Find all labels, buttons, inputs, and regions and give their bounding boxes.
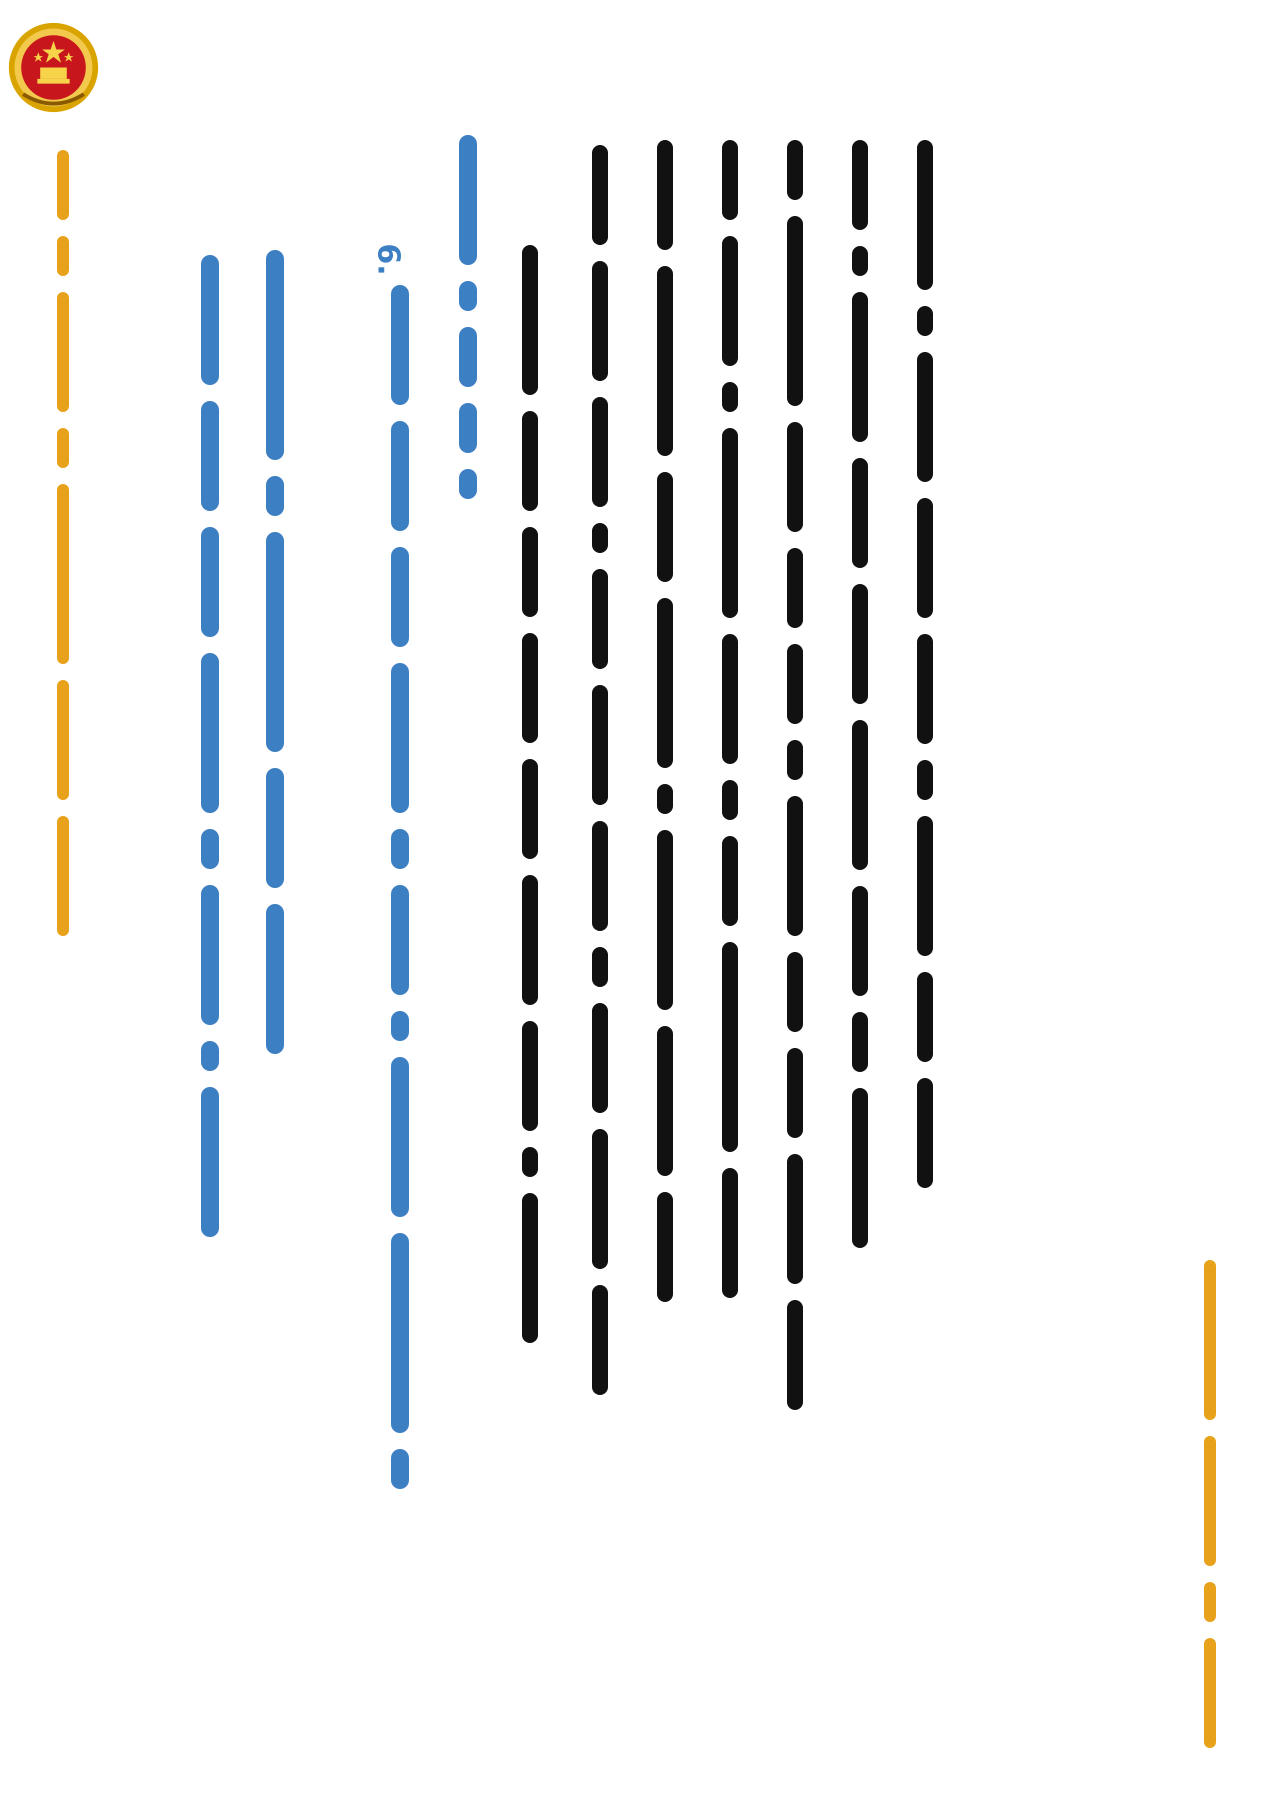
glyph-word	[57, 484, 69, 664]
glyph-word	[787, 644, 803, 724]
glyph-word	[522, 1193, 538, 1343]
glyph-word	[657, 598, 673, 768]
glyph-word	[852, 246, 868, 276]
glyph-word	[657, 1026, 673, 1176]
body-line-4	[710, 140, 750, 1314]
glyph-word	[391, 547, 409, 647]
glyph-word	[391, 285, 409, 405]
glyph-word	[852, 1088, 868, 1248]
glyph-word	[201, 829, 219, 869]
glyph-word	[852, 292, 868, 442]
body-line-7	[905, 140, 945, 1204]
glyph-word	[459, 469, 477, 499]
glyph-word	[391, 421, 409, 531]
glyph-word	[657, 1192, 673, 1302]
glyph-word	[391, 885, 409, 995]
glyph-word	[592, 261, 608, 381]
glyph-word	[787, 1300, 803, 1410]
glyph-word	[391, 663, 409, 813]
glyph-word	[722, 942, 738, 1152]
glyph-word	[917, 634, 933, 744]
glyph-word	[592, 569, 608, 669]
glyph-word	[917, 816, 933, 956]
glyph-word	[522, 633, 538, 743]
body-line-3	[645, 140, 685, 1318]
glyph-word	[592, 947, 608, 987]
body-line-6	[840, 140, 880, 1264]
glyph-word	[787, 548, 803, 628]
glyph-word	[459, 135, 477, 265]
glyph-word	[722, 634, 738, 764]
glyph-word	[722, 140, 738, 220]
glyph-word	[391, 1449, 409, 1489]
glyph-word	[787, 796, 803, 936]
glyph-word	[57, 428, 69, 468]
glyph-word	[266, 532, 284, 752]
glyph-word	[266, 250, 284, 460]
glyph-word	[722, 1168, 738, 1298]
glyph-word	[787, 1048, 803, 1138]
glyph-word	[201, 653, 219, 813]
glyph-word	[722, 382, 738, 412]
glyph-word	[917, 352, 933, 482]
glyph-word	[917, 306, 933, 336]
glyph-word	[1204, 1260, 1216, 1420]
glyph-word	[787, 216, 803, 406]
glyph-word	[1204, 1638, 1216, 1748]
glyph-word	[722, 236, 738, 366]
glyph-word	[592, 1003, 608, 1113]
glyph-word	[201, 401, 219, 511]
glyph-word	[852, 886, 868, 996]
glyph-word	[657, 266, 673, 456]
glyph-word	[1204, 1436, 1216, 1566]
body-line-5	[775, 140, 815, 1426]
footer-caption	[1195, 1260, 1225, 1764]
glyph-word	[592, 523, 608, 553]
glyph-word	[57, 236, 69, 276]
glyph-word	[201, 255, 219, 385]
glyph-word	[57, 292, 69, 412]
question-number: 6.	[370, 243, 406, 276]
glyph-word	[592, 685, 608, 805]
glyph-word	[459, 281, 477, 311]
glyph-word	[201, 1041, 219, 1071]
glyph-word	[917, 140, 933, 290]
glyph-word	[57, 150, 69, 220]
body-line-1	[510, 245, 550, 1359]
glyph-word	[787, 1154, 803, 1284]
glyph-word	[522, 245, 538, 395]
glyph-word	[522, 527, 538, 617]
glyph-word	[852, 1012, 868, 1072]
glyph-word	[1204, 1582, 1216, 1622]
glyph-word	[787, 140, 803, 200]
glyph-word	[852, 720, 868, 870]
glyph-word	[787, 422, 803, 532]
glyph-word	[787, 740, 803, 780]
glyph-word	[722, 780, 738, 820]
glyph-word	[852, 458, 868, 568]
glyph-word	[266, 476, 284, 516]
glyph-word	[266, 768, 284, 888]
glyph-word	[201, 1087, 219, 1237]
glyph-word	[201, 527, 219, 637]
glyph-word	[592, 145, 608, 245]
glyph-word	[592, 1285, 608, 1395]
heading-line-4	[448, 135, 488, 515]
glyph-word	[657, 784, 673, 814]
procuratorate-emblem-icon	[6, 20, 101, 115]
glyph-word	[657, 830, 673, 1010]
glyph-word	[266, 904, 284, 1054]
glyph-word	[917, 1078, 933, 1188]
body-line-2	[580, 145, 620, 1411]
glyph-word	[592, 397, 608, 507]
glyph-word	[459, 403, 477, 453]
glyph-word	[917, 760, 933, 800]
glyph-word	[391, 1057, 409, 1217]
running-title	[48, 150, 78, 952]
heading-line-3	[380, 285, 420, 1505]
glyph-word	[722, 836, 738, 926]
glyph-word	[917, 972, 933, 1062]
glyph-word	[852, 584, 868, 704]
glyph-word	[852, 140, 868, 230]
heading-line-1	[190, 255, 230, 1253]
glyph-word	[522, 1147, 538, 1177]
glyph-word	[592, 1129, 608, 1269]
glyph-word	[391, 1233, 409, 1433]
glyph-word	[57, 680, 69, 800]
glyph-word	[917, 498, 933, 618]
glyph-word	[522, 411, 538, 511]
glyph-word	[522, 759, 538, 859]
glyph-word	[522, 875, 538, 1005]
glyph-word	[787, 952, 803, 1032]
glyph-word	[592, 821, 608, 931]
glyph-word	[657, 140, 673, 250]
glyph-word	[391, 829, 409, 869]
glyph-word	[522, 1021, 538, 1131]
glyph-word	[57, 816, 69, 936]
glyph-word	[201, 885, 219, 1025]
glyph-word	[722, 428, 738, 618]
glyph-word	[391, 1011, 409, 1041]
glyph-word	[657, 472, 673, 582]
glyph-word	[459, 327, 477, 387]
heading-line-2	[255, 250, 295, 1070]
